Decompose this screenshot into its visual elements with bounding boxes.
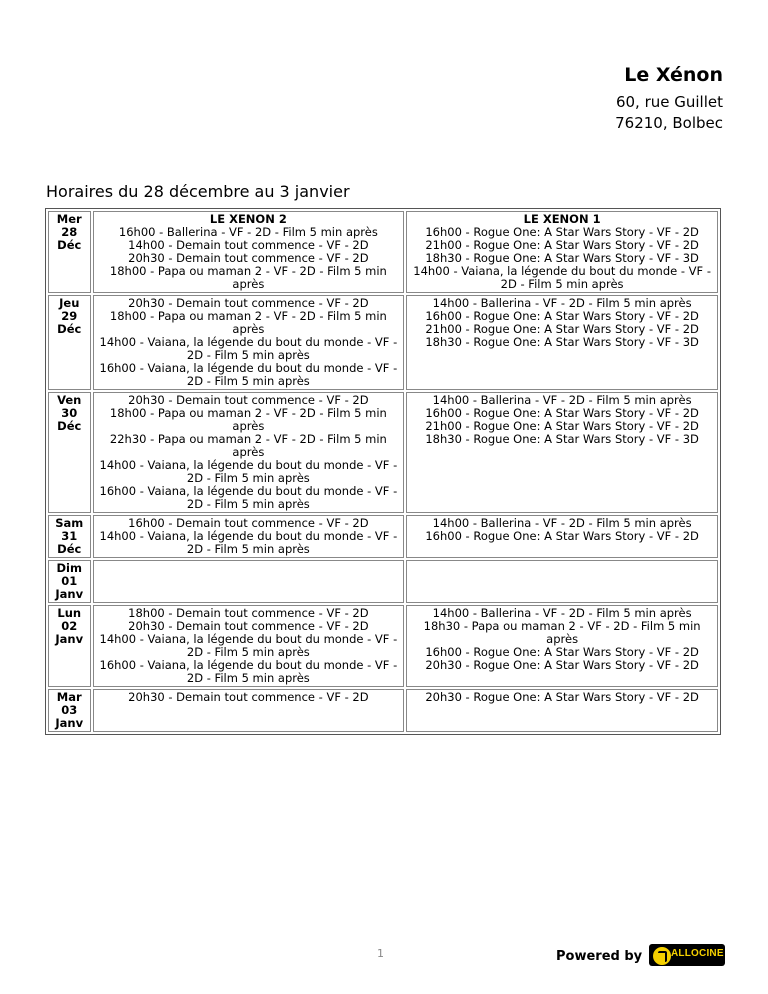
showtime-entry: 16h00 - Rogue One: A Star Wars Story - VF - 2D <box>425 645 699 659</box>
showtime-entry: 14h00 - Vaiana, la légende du bout du monde - VF - 2D - Film 5 min après <box>99 632 398 659</box>
day-label-line: Déc <box>57 419 82 433</box>
showtime-entry: 14h00 - Vaiana, la légende du bout du monde - VF - 2D - Film 5 min après <box>413 264 711 291</box>
showtime-entry: 16h00 - Vaiana, la légende du bout du monde - VF - 2D - Film 5 min après <box>99 484 398 511</box>
showtime-entry: 16h00 - Rogue One: A Star Wars Story - VF - 2D <box>425 309 699 323</box>
schedule-table <box>45 208 721 735</box>
room-xenon-2-cell <box>93 295 405 390</box>
showtime-entry: 20h30 - Demain tout commence - VF - 2D <box>128 251 369 265</box>
day-label-line: Janv <box>55 716 84 730</box>
cinema-name: Le Xénon <box>624 64 723 86</box>
room-xenon-2-cell <box>93 689 405 732</box>
day-label <box>48 689 91 732</box>
schedule-row <box>48 295 718 390</box>
showtime-entry: 14h00 - Ballerina - VF - 2D - Film 5 min après <box>432 296 692 310</box>
showtime-entry: 21h00 - Rogue One: A Star Wars Story - VF - 2D <box>425 419 699 433</box>
room-header-xenon-1: LE XENON 1 <box>523 212 601 226</box>
showtime-entry: 14h00 - Ballerina - VF - 2D - Film 5 min après <box>432 606 692 620</box>
day-label-line: Déc <box>57 542 82 556</box>
room-xenon-1-cell <box>406 211 718 293</box>
showtime-entry: 18h30 - Rogue One: A Star Wars Story - VF - 3D <box>425 251 699 265</box>
day-label-line: 02 <box>61 619 78 633</box>
day-label-line: Jeu <box>59 296 80 310</box>
showtime-entry: 14h00 - Ballerina - VF - 2D - Film 5 min après <box>432 516 692 530</box>
room-xenon-1-cell <box>406 560 718 603</box>
room-xenon-2-cell <box>93 560 405 603</box>
showtime-entry: 14h00 - Demain tout commence - VF - 2D <box>128 238 369 252</box>
allocine-logo[interactable] <box>649 944 725 966</box>
showtime-entry: 20h30 - Demain tout commence - VF - 2D <box>128 393 369 407</box>
showtime-entry: 20h30 - Demain tout commence - VF - 2D <box>128 690 369 704</box>
showtime-entry: 21h00 - Rogue One: A Star Wars Story - VF - 2D <box>425 322 699 336</box>
address-city: 76210, Bolbec <box>615 114 723 132</box>
room-xenon-1-cell <box>406 689 718 732</box>
room-header-xenon-2: LE XENON 2 <box>209 212 287 226</box>
day-label-line: 03 <box>61 703 78 717</box>
day-label-line: Mar <box>56 690 82 704</box>
showtime-entry: 22h30 - Papa ou maman 2 - VF - 2D - Film 5 min après <box>109 432 387 459</box>
showtime-entry: 16h00 - Vaiana, la légende du bout du monde - VF - 2D - Film 5 min après <box>99 658 398 685</box>
day-label-line: 31 <box>61 529 78 543</box>
schedule-row <box>48 211 718 293</box>
address-street: 60, rue Guillet <box>615 93 723 111</box>
day-label-line: 30 <box>61 406 78 420</box>
day-label <box>48 605 91 687</box>
showtime-entry: 16h00 - Ballerina - VF - 2D - Film 5 min après <box>118 225 378 239</box>
day-label <box>48 211 91 293</box>
schedule-row <box>48 560 718 603</box>
day-label-line: Ven <box>57 393 82 407</box>
showtime-entry: 16h00 - Rogue One: A Star Wars Story - VF - 2D <box>425 225 699 239</box>
day-label-line: Déc <box>57 322 82 336</box>
showtime-entry: 14h00 - Ballerina - VF - 2D - Film 5 min après <box>432 393 692 407</box>
day-label-line: Déc <box>57 238 82 252</box>
showtime-entry: 14h00 - Vaiana, la légende du bout du monde - VF - 2D - Film 5 min après <box>99 529 398 556</box>
showtime-entry: 16h00 - Rogue One: A Star Wars Story - VF - 2D <box>425 529 699 543</box>
showtime-entry: 18h00 - Papa ou maman 2 - VF - 2D - Film 5 min après <box>109 309 387 336</box>
showtime-entry: 18h30 - Rogue One: A Star Wars Story - VF - 3D <box>425 432 699 446</box>
showtime-entry: 18h00 - Papa ou maman 2 - VF - 2D - Film 5 min après <box>109 406 387 433</box>
day-label <box>48 392 91 513</box>
room-xenon-1-cell <box>406 605 718 687</box>
schedule-row <box>48 392 718 513</box>
cinema-address <box>615 92 723 134</box>
showtime-entry: 14h00 - Vaiana, la légende du bout du monde - VF - 2D - Film 5 min après <box>99 335 398 362</box>
day-label-line: 29 <box>61 309 78 323</box>
showtime-entry: 21h00 - Rogue One: A Star Wars Story - VF - 2D <box>425 238 699 252</box>
showtime-entry: 16h00 - Demain tout commence - VF - 2D <box>128 516 369 530</box>
showtime-entry: 20h30 - Demain tout commence - VF - 2D <box>128 619 369 633</box>
room-xenon-2-cell <box>93 392 405 513</box>
day-label-line: Sam <box>55 516 84 530</box>
showtime-entry: 16h00 - Vaiana, la légende du bout du monde - VF - 2D - Film 5 min après <box>99 361 398 388</box>
showtime-entry: 20h30 - Demain tout commence - VF - 2D <box>128 296 369 310</box>
day-label-line: Janv <box>55 587 84 601</box>
allocine-logo-text: ALLOCINE <box>671 948 724 959</box>
day-label <box>48 515 91 558</box>
showtime-entry: 18h00 - Papa ou maman 2 - VF - 2D - Film 5 min après <box>109 264 387 291</box>
room-xenon-1-cell <box>406 515 718 558</box>
day-label <box>48 295 91 390</box>
day-label-line: Mer <box>56 212 82 226</box>
room-xenon-2-cell <box>93 515 405 558</box>
room-xenon-2-cell <box>93 605 405 687</box>
showtime-entry: 14h00 - Vaiana, la légende du bout du monde - VF - 2D - Film 5 min après <box>99 458 398 485</box>
day-label-line: Janv <box>55 632 84 646</box>
page-number: 1 <box>377 947 384 960</box>
schedule-title: Horaires du 28 décembre au 3 janvier <box>46 182 350 201</box>
room-xenon-1-cell <box>406 295 718 390</box>
showtime-entry: 20h30 - Rogue One: A Star Wars Story - VF - 2D <box>425 690 699 704</box>
showtime-entry: 18h00 - Demain tout commence - VF - 2D <box>128 606 369 620</box>
showtime-entry: 18h30 - Rogue One: A Star Wars Story - VF - 3D <box>425 335 699 349</box>
room-xenon-2-cell <box>93 211 405 293</box>
day-label-line: 01 <box>61 574 78 588</box>
schedule-row <box>48 689 718 732</box>
room-xenon-1-cell <box>406 392 718 513</box>
schedule-row <box>48 515 718 558</box>
day-label-line: 28 <box>61 225 78 239</box>
day-label-line: Dim <box>56 561 82 575</box>
schedule-row <box>48 605 718 687</box>
allocine-icon <box>653 947 671 965</box>
showtime-entry: 16h00 - Rogue One: A Star Wars Story - VF - 2D <box>425 406 699 420</box>
day-label <box>48 560 91 603</box>
showtime-entry: 18h30 - Papa ou maman 2 - VF - 2D - Film 5 min après <box>423 619 701 646</box>
day-label-line: Lun <box>57 606 82 620</box>
powered-by-label: Powered by <box>556 949 643 964</box>
showtime-entry: 20h30 - Rogue One: A Star Wars Story - VF - 2D <box>425 658 699 672</box>
